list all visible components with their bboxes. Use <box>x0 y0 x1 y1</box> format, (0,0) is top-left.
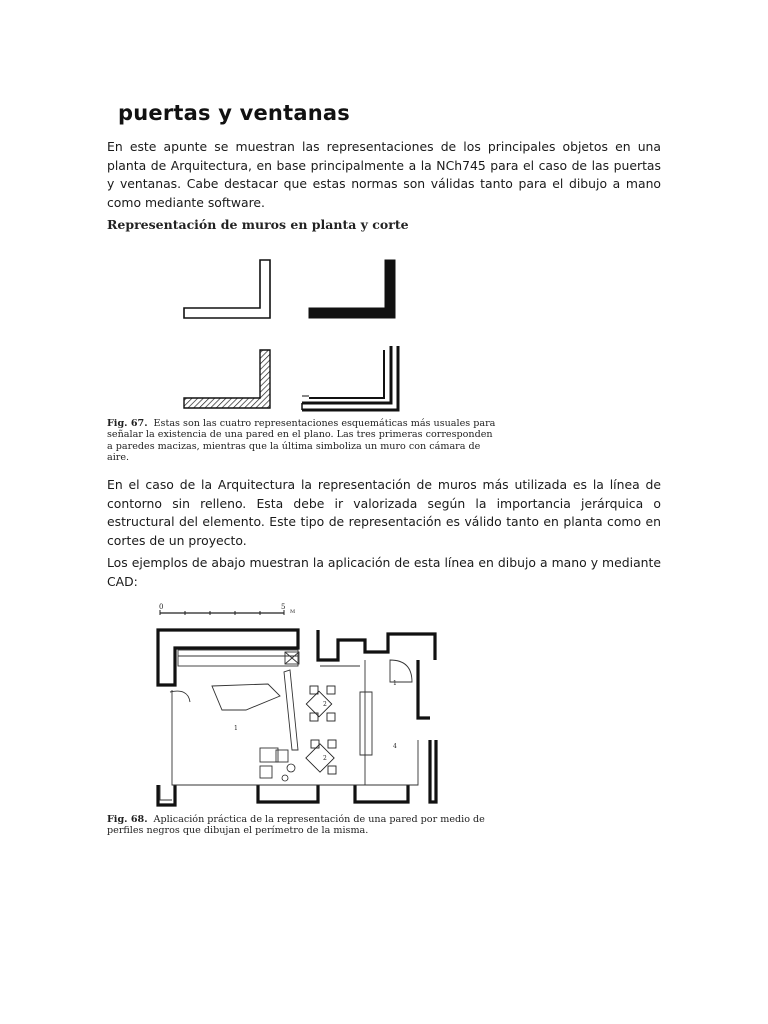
scale-end-label: 5 <box>281 603 286 611</box>
figure-68-caption-text: Aplicación práctica de la representación de una pared por medio de perfiles negros que dibujan el perímetro de la misma. <box>107 814 485 837</box>
wall-hatched-symbol <box>184 350 270 408</box>
scale-bar <box>159 603 295 615</box>
plant-symbols <box>282 764 295 781</box>
room-label: 4 <box>393 743 397 750</box>
intro-paragraph: En este apunte se muestran las representaciones de los principales objetos en una planta de Arquitectura, en base principalmente a la NCh745 para el caso de las puertas y ventanas. Cabe destacar que estas normas son válidas tanto para el dibujo a mano como mediante software. <box>107 139 661 210</box>
room-label: 2 <box>323 755 327 762</box>
section-subheading: Representación de muros en planta y corte <box>107 217 409 232</box>
wall-cavity-symbol <box>302 346 398 410</box>
scale-start-label: 0 <box>159 603 164 611</box>
interior-lines <box>160 650 418 800</box>
floor-plan-drawing <box>150 600 450 810</box>
figure-68-label: Fig. 68. <box>107 814 148 825</box>
room-label: 2 <box>323 701 327 708</box>
figure-67-label: Fig. 67. <box>107 418 148 429</box>
wall-symbols-drawing <box>170 250 420 420</box>
room-label: 1 <box>234 725 238 732</box>
figure-68-floor-plan <box>150 600 450 810</box>
examples-paragraph: Los ejemplos de abajo muestran la aplicación de esta línea en dibujo a mano y mediante CAD: <box>107 555 661 589</box>
figure-68-caption <box>107 814 497 837</box>
figure-67-caption-text: Estas son las cuatro representaciones esquemáticas más usuales para señalar la existencia de una pared en el plano. Las tres primeras corresponden a paredes macizas, mientras que la última simboliza un muro con cámara de aire. <box>107 418 496 464</box>
page-title: puertas y ventanas <box>118 101 350 125</box>
wall-solid-symbol <box>309 260 395 318</box>
walls-paragraph: En el caso de la Arquitectura la representación de muros más utilizada es la línea de contorno sin relleno. Esta debe ir valorizada según la importancia jerárquica o estructural del elemento. Este tipo de representación es válido tanto en planta como en cortes de un proyecto. <box>107 477 661 548</box>
furniture-tables <box>306 686 336 774</box>
wall-outline-symbol <box>184 260 270 318</box>
figure-67-wall-representations <box>170 250 420 420</box>
room-label: 1 <box>393 680 397 687</box>
scale-unit-label: M <box>290 609 296 615</box>
figure-67-caption <box>107 418 497 464</box>
